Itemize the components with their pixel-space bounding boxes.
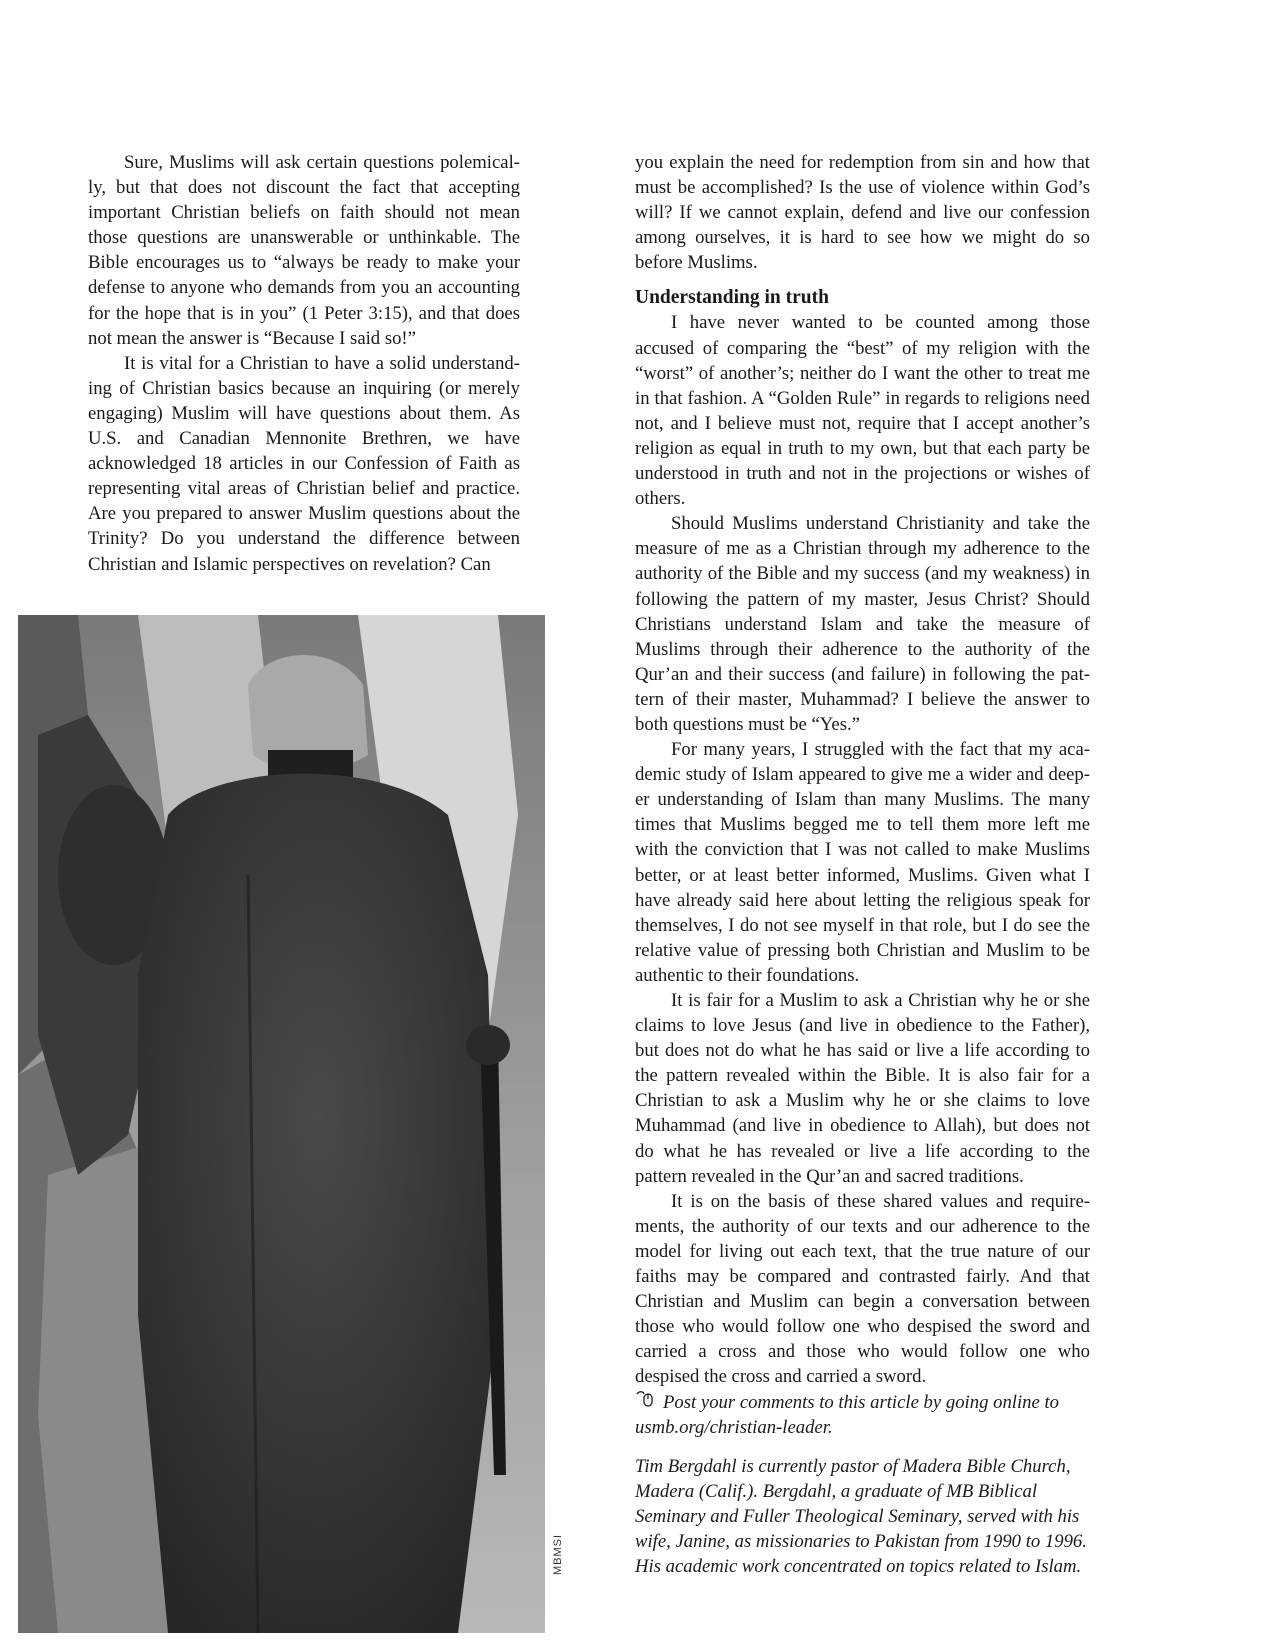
section-heading: Understanding in truth — [635, 287, 829, 309]
body-paragraph: It is vital for a Christian to have a solid understanding of Christian basics because an inquiring (or merely engaging) Muslim will have questions about them. As U.S. and Canadian Mennonite Brethren, we have acknowledged 18 articles in our Confession of Faith as representing vital areas of Christian belief and practice. Are you prepared to answer Muslim questions about the Trinity? Do you understand the difference between Christian and Islamic perspectives on revelation? Can — [88, 352, 520, 575]
body-paragraph: It is on the basis of these shared values and requirements, the authority of our texts and our adherence to the model for living out each text, that the true nature of our faiths may be compared and contrasted fairly. And that Christian and Muslim can begin a conversation between those who would follow one who despised the sword and carried a cross and those who would follow one who despised the cross and carried a sword. — [635, 1190, 1090, 1388]
body-paragraph: For many years, I struggled with the fact that my academic study of Islam appeared to give me a wider and deeper understanding of Islam than many Muslims. The many times that Muslims begged me to tell them more left me with the conviction that I was not called to make Muslims better, or at least better informed, Muslims. Given what I have already said here about letting the religious speak for themselves, I do not see myself in that role, but I do see the relative value of pressing both Christian and Muslim to be authentic to their foundations. — [635, 739, 1090, 986]
left-column — [88, 150, 520, 577]
comment-note — [635, 1390, 1090, 1440]
author-bio: Tim Bergdahl is currently pastor of Madera Bible Church, Madera (Calif.). Bergdahl, a graduate of MB Biblical Seminary and Fuller Theological Seminary, served with his wife, Janine, as missionaries to Pakistan from 1990 to 1996. His academic work concentrated on topics related to Islam. — [635, 1455, 1087, 1578]
body-paragraph: It is fair for a Muslim to ask a Christian why he or she claims to love Jesus (and live in obedience to the Father), but does not do what he has said or live a life according to the pattern revealed within the Bible. It is also fair for a Christian to ask a Muslim why he or she claims to love Muhammad (and live in obedience to Allah), but does not do what he has revealed or live a life according to the pattern revealed in the Qur’an and sacred traditions. — [635, 990, 1090, 1187]
comment-note-text: Post your comments to this article by going online to usmb.org/christian-leader. — [635, 1391, 1060, 1438]
article-photo — [18, 615, 545, 1633]
right-column — [635, 150, 1090, 1579]
mouse-icon — [635, 1390, 663, 1415]
body-paragraph: Should Muslims understand Christianity and take the measure of me as a Christian through my adherence to the authority of the Bible and my success (and my weakness) in following the pattern of my master, Jesus Christ? Should Christians understand Islam and take the measure of Muslims through their adherence to the authority of the Qur’an and their success (and failure) in following the pattern of their master, Muhammad? I believe the answer to both questions must be “Yes.” — [635, 513, 1090, 735]
body-paragraph: Sure, Muslims will ask certain questions polemically, but that does not discount the fact that accepting important Christian beliefs on faith should not mean those questions are unanswerable or unthinkable. The Bible encourages us to “always be ready to make your defense to anyone who demands from you an accounting for the hope that is in you” (1 Peter 3:15), and that does not mean the answer is “Because I said so!” — [88, 152, 520, 349]
photo-credit: MBMSI — [552, 1533, 564, 1575]
photo-illustration — [18, 615, 545, 1633]
body-paragraph: I have never wanted to be counted among those accused of comparing the “best” of my religion with the “worst” of another’s; neither do I want the other to treat me in that fashion. A “Golden Rule” in regards to religions need not, and I believe must not, require that I accept another’s religion as equal in truth to my own, but that each party be understood in truth and not in the projections or wishes of others. — [635, 312, 1090, 510]
lead-paragraph: you explain the need for redemption from sin and how that must be accomplished? Is the use of violence within God’s will? If we cannot explain, defend and live our confession among ourselves, it is hard to see how we might do so before Muslims. — [635, 152, 1090, 274]
